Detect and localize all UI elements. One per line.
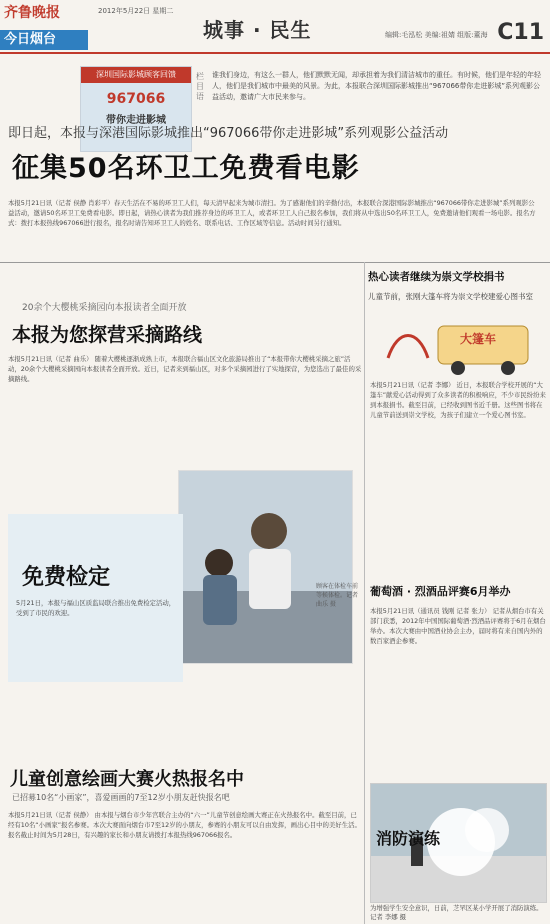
page-header	[0, 0, 550, 54]
masthead-block	[0, 0, 90, 52]
right-subtitle: 儿童节前，张刚大篷车将为崇文学校建爱心图书室	[368, 292, 533, 301]
story3-body: 本报5月21日讯（记者 侯静） 由本报与烟台市少年宫联合主办的“六一”儿童节创意绘画大赛正在火热报名中。截至目前，已经有10名“小画家”报名参赛。本次大赛面向烟台市7至12岁的小朋友，参赛的小朋友可以自由发挥，画出心目中的美好生活。报名截止时间为5月28日，有兴趣的家长和小朋友请拨打本报热线967066报名。	[8, 811, 361, 839]
page-title: 城事 · 民生	[203, 18, 312, 42]
banner-top-text: 深圳国际影城顾客回馈	[81, 67, 191, 83]
story2-body: 本报5月21日讯（记者 曲乐） 随着大樱桃逐渐成熟上市，本报联合福山区文化旅游局推出了“本报带你大樱桃采摘之旅”活动，20余个大樱桃采摘园向本报读者全面开放。近日，记者来到福山区，对多个采摘园进行了实地探营，为您选出了最佳的采摘路线。	[8, 355, 362, 383]
banner-slogan: 带你走进影城	[106, 115, 166, 126]
drill-caption: 为增强学生安全意识，日前，芝罘区某小学开展了消防演练。记者 李娜 摄	[370, 904, 543, 921]
story2-subtitle: 20余个大樱桃采摘园向本报读者全面开放	[22, 303, 187, 313]
story-dek: 即日起，本报与深港国际影城推出“967066带你走进影城”系列观影公益活动	[8, 126, 449, 141]
bus-graphic	[378, 318, 538, 378]
section-divider	[0, 262, 550, 263]
right-headline: 热心读者继续为崇文学校捐书	[368, 271, 505, 283]
story2-photo	[178, 470, 353, 664]
bus-text: 大篷车	[460, 332, 497, 346]
editor-contacts: 编辑:毛泓松 美编:祖婧 组版:董海	[385, 31, 488, 39]
bus-icon	[378, 318, 538, 378]
right-story-body: 本报5月21日讯（记者 李娜） 近日，本报联合学校开展的“大篷车”献爱心活动得到了众多读者的积极响应，不少市民纷纷来到本报捐书。截至目前，已经收到图书近千册。这些图书将在儿童节前送到崇文学校，为孩子们建立一个爱心图书室。	[370, 381, 546, 419]
badge-title: 免费检定	[22, 564, 111, 590]
badge-body: 5月21日，本报与福山区质监局联合推出免费检定活动，受到了市民的欢迎。	[16, 599, 176, 617]
story3-headline: 儿童创意绘画大赛火热报名中	[10, 769, 244, 790]
banner-phone: 967066	[106, 91, 166, 107]
drill-badge: 消防演练	[376, 829, 441, 848]
main-headline: 征集50名环卫工免费看电影	[12, 153, 360, 184]
wine-body: 本报5月21日讯（通讯员 钱刚 记者 张力） 记者从烟台市有关部门获悉，2012年中国国际葡萄酒·烈酒品评赛将于6月在烟台举办。本次大赛由中国酒业协会主办，届时将有来自国内外的数百家酒企参赛。	[370, 607, 546, 645]
kicker-tag: 栏目语	[196, 72, 204, 101]
section-label: 今日烟台	[0, 30, 88, 50]
intro-text: 谁我们身边，有这么一群人，他们默默无闻，却承担着为我们清洁城市的重任。有时候，他们是年轻的年轻人，他们是我们城市中最美的风景。为此，本报联合深圳国际影城推出“967066带你走进影城”系列观影公益活动，邀请广大市民来参与。	[212, 71, 541, 101]
people-photo	[179, 471, 352, 663]
date-line: 2012年5月22日 星期二	[98, 7, 174, 15]
wine-headline: 葡萄酒 · 烈酒品评赛6月举办	[370, 585, 511, 598]
masthead-logo: 齐鲁晚报	[4, 5, 60, 21]
photo-caption: 顾客在体检车前等候体检。记者 曲乐 摄	[316, 583, 359, 608]
story3-subtitle: 已招募10名“小画家”，喜爱画画的7至12岁小朋友赶快报名吧	[12, 793, 230, 802]
main-story-body: 本报5月21日讯（记者 侯静 肖彩平）春天生活在不易的环卫工人们，每天清早起来为城市清扫。为了感谢他们的辛勤付出，本报联合深港国际影城推出“967066带你走进影城”系列观影公益活动，邀请50名环卫工免费看电影。即日起，请热心读者为我们推荐身边的环卫工人，或者环卫工人自己报名参加，我们将从中选出50名环卫工人，免费邀请他们观看一场电影。报名方式：拨打本报热线967066进行报名，报名时请告知环卫工人的姓名、联系电话、工作区域等信息。活动时间另行通知。	[8, 199, 536, 227]
page-number: C11	[497, 20, 544, 45]
column-rule	[364, 262, 365, 924]
story2-headline: 本报为您探营采摘路线	[12, 324, 203, 346]
